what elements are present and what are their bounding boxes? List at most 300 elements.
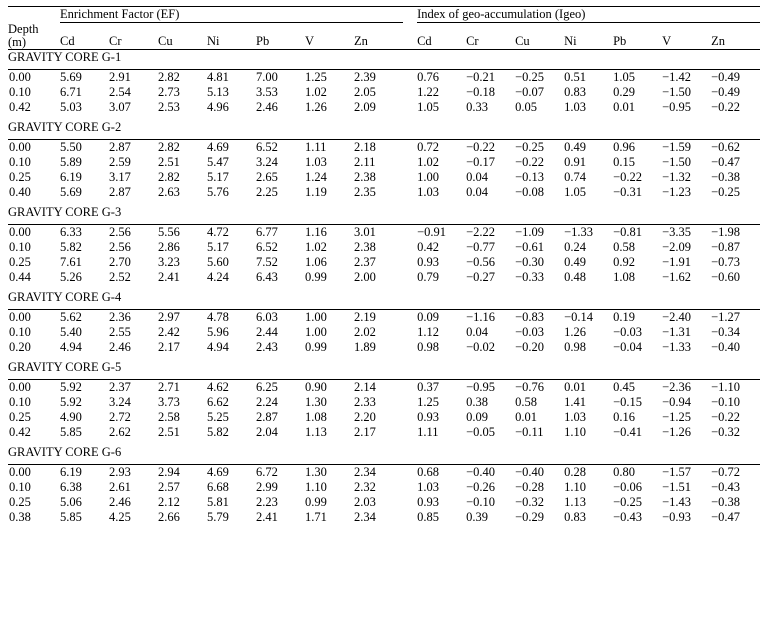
cell-depth: 0.25	[9, 409, 31, 424]
cell-ef-zn: 2.34	[354, 509, 376, 524]
group-header-row	[8, 7, 760, 23]
cell-ef-cu: 2.71	[158, 379, 180, 394]
cell-ef-v: 1.24	[305, 169, 327, 184]
cell-igeo-cu: −0.32	[515, 494, 545, 509]
cell-ef-cu: 2.17	[158, 339, 180, 354]
cell-ef-pb: 2.65	[256, 169, 278, 184]
cell-ef-cr: 2.52	[109, 269, 131, 284]
cell-gap	[403, 480, 417, 495]
cell-igeo-cr: −0.18	[466, 84, 496, 99]
table-row	[8, 480, 760, 495]
cell-igeo-v: −1.23	[662, 184, 692, 199]
cell-ef-cr: 2.37	[109, 379, 131, 394]
cell-ef-ni: 5.17	[207, 169, 229, 184]
table-row	[8, 395, 760, 410]
cell-igeo-cd: 1.05	[417, 99, 439, 114]
section-title-row	[8, 49, 760, 65]
cell-igeo-cd: 0.09	[417, 309, 439, 324]
cell-igeo-cd: 0.93	[417, 409, 439, 424]
cell-igeo-cd: 1.00	[417, 169, 439, 184]
cell-depth: 0.38	[9, 509, 31, 524]
cell-ef-zn: 2.33	[354, 394, 376, 409]
cell-igeo-zn: −0.34	[711, 324, 741, 339]
cell-ef-pb: 6.25	[256, 379, 278, 394]
cell-ef-ni: 5.81	[207, 494, 229, 509]
table-row	[8, 185, 760, 200]
cell-igeo-pb: 1.08	[613, 269, 635, 284]
cell-ef-ni: 5.13	[207, 84, 229, 99]
cell-igeo-cr: −0.02	[466, 339, 496, 354]
cell-ef-cu: 3.73	[158, 394, 180, 409]
cell-igeo-v: −1.50	[662, 84, 692, 99]
column-header-igeo-ni: Ni	[564, 23, 613, 50]
cell-igeo-zn: −0.22	[711, 409, 741, 424]
cell-ef-cd: 7.61	[60, 254, 82, 269]
cell-igeo-pb: −0.41	[613, 424, 643, 439]
table-row	[8, 464, 760, 480]
cell-ef-cd: 6.38	[60, 479, 82, 494]
cell-depth: 0.00	[9, 379, 31, 394]
cell-ef-v: 0.99	[305, 494, 327, 509]
cell-igeo-zn: −0.49	[711, 69, 741, 84]
cell-igeo-v: −1.32	[662, 169, 692, 184]
cell-ef-cr: 2.93	[109, 464, 131, 479]
cell-igeo-cr: −0.10	[466, 494, 496, 509]
cell-ef-ni: 4.24	[207, 269, 229, 284]
cell-igeo-cu: −0.30	[515, 254, 545, 269]
cell-ef-cu: 2.51	[158, 154, 180, 169]
cell-igeo-ni: 1.03	[564, 409, 586, 424]
cell-ef-pb: 2.99	[256, 479, 278, 494]
cell-ef-cd: 5.40	[60, 324, 82, 339]
cell-ef-pb: 7.00	[256, 69, 278, 84]
cell-depth: 0.25	[9, 494, 31, 509]
cell-depth: 0.10	[9, 479, 31, 494]
cell-ef-cd: 5.03	[60, 99, 82, 114]
cell-igeo-cr: −0.40	[466, 464, 496, 479]
cell-igeo-v: −0.95	[662, 99, 692, 114]
cell-igeo-pb: −0.25	[613, 494, 643, 509]
cell-ef-zn: 2.20	[354, 409, 376, 424]
column-header-ef-cr: Cr	[109, 23, 158, 50]
cell-igeo-cd: 0.68	[417, 464, 439, 479]
cell-igeo-v: −1.62	[662, 269, 692, 284]
cell-igeo-v: −0.94	[662, 394, 692, 409]
cell-ef-cr: 2.56	[109, 239, 131, 254]
cell-ef-cu: 2.94	[158, 464, 180, 479]
cell-ef-ni: 5.96	[207, 324, 229, 339]
cell-igeo-v: −2.40	[662, 309, 692, 324]
cell-depth: 0.10	[9, 239, 31, 254]
table-row	[8, 325, 760, 340]
cell-igeo-v: −1.51	[662, 479, 692, 494]
cell-ef-v: 1.26	[305, 99, 327, 114]
cell-igeo-pb: 0.45	[613, 379, 635, 394]
cell-igeo-ni: 1.05	[564, 184, 586, 199]
cell-ef-pb: 7.52	[256, 254, 278, 269]
column-header-igeo-v: V	[662, 23, 711, 50]
cell-ef-cr: 3.17	[109, 169, 131, 184]
cell-igeo-zn: −0.10	[711, 394, 741, 409]
cell-gap	[403, 395, 417, 410]
cell-ef-zn: 2.03	[354, 494, 376, 509]
cell-gap	[403, 100, 417, 115]
cell-igeo-zn: −0.43	[711, 479, 741, 494]
cell-gap	[403, 325, 417, 340]
cell-gap	[403, 170, 417, 185]
cell-depth: 0.00	[9, 309, 31, 324]
cell-ef-v: 1.02	[305, 239, 327, 254]
column-header-row	[8, 23, 760, 50]
cell-ef-cu: 2.82	[158, 139, 180, 154]
depth-header-line1: Depth	[8, 21, 39, 36]
cell-igeo-pb: 0.19	[613, 309, 635, 324]
cell-ef-zn: 1.89	[354, 339, 376, 354]
cell-ef-cd: 5.06	[60, 494, 82, 509]
cell-igeo-cu: −0.83	[515, 309, 545, 324]
cell-ef-pb: 6.03	[256, 309, 278, 324]
cell-ef-zn: 2.17	[354, 424, 376, 439]
cell-ef-pb: 6.77	[256, 224, 278, 239]
cell-ef-cu: 2.53	[158, 99, 180, 114]
cell-ef-cd: 5.89	[60, 154, 82, 169]
table-row	[8, 155, 760, 170]
cell-ef-v: 1.00	[305, 309, 327, 324]
cell-igeo-v: −1.33	[662, 339, 692, 354]
cell-igeo-cd: 0.98	[417, 339, 439, 354]
cell-ef-cr: 2.36	[109, 309, 131, 324]
cell-igeo-zn: −0.47	[711, 154, 741, 169]
cell-igeo-ni: 0.49	[564, 254, 586, 269]
cell-igeo-cr: 0.38	[466, 394, 488, 409]
cell-igeo-cr: −0.95	[466, 379, 496, 394]
cell-ef-zn: 2.00	[354, 269, 376, 284]
table-row	[8, 309, 760, 325]
cell-igeo-zn: −0.49	[711, 84, 741, 99]
table-row	[8, 139, 760, 155]
cell-igeo-v: −1.31	[662, 324, 692, 339]
cell-igeo-zn: −0.32	[711, 424, 741, 439]
cell-ef-zn: 2.18	[354, 139, 376, 154]
cell-ef-zn: 2.05	[354, 84, 376, 99]
cell-igeo-v: −0.93	[662, 509, 692, 524]
cell-igeo-pb: 0.92	[613, 254, 635, 269]
cell-ef-cr: 2.62	[109, 424, 131, 439]
cell-gap	[403, 495, 417, 510]
cell-igeo-ni: 1.10	[564, 424, 586, 439]
cell-ef-pb: 2.24	[256, 394, 278, 409]
section-title: GRAVITY CORE G-3	[8, 204, 122, 219]
cell-gap	[403, 410, 417, 425]
cell-igeo-cr: 0.39	[466, 509, 488, 524]
depth-header-line2: (m)	[8, 34, 27, 49]
cell-ef-zn: 2.09	[354, 99, 376, 114]
cell-ef-zn: 2.37	[354, 254, 376, 269]
cell-igeo-ni: 1.13	[564, 494, 586, 509]
cell-ef-zn: 2.39	[354, 69, 376, 84]
cell-igeo-ni: 0.83	[564, 84, 586, 99]
cell-igeo-cr: −2.22	[466, 224, 496, 239]
cell-igeo-pb: 0.01	[613, 99, 635, 114]
cell-ef-ni: 5.60	[207, 254, 229, 269]
cell-igeo-pb: −0.04	[613, 339, 643, 354]
column-header-ef-v: V	[305, 23, 354, 50]
cell-igeo-ni: 0.51	[564, 69, 586, 84]
cell-gap	[403, 379, 417, 395]
cell-ef-cu: 2.63	[158, 184, 180, 199]
cell-igeo-pb: −0.43	[613, 509, 643, 524]
cell-ef-pb: 2.04	[256, 424, 278, 439]
cell-igeo-ni: 0.01	[564, 379, 586, 394]
cell-igeo-pb: 0.58	[613, 239, 635, 254]
section-title: GRAVITY CORE G-2	[8, 119, 122, 134]
cell-igeo-zn: −0.38	[711, 494, 741, 509]
cell-igeo-cr: −0.17	[466, 154, 496, 169]
cell-igeo-cr: −0.27	[466, 269, 496, 284]
cell-igeo-cu: 0.01	[515, 409, 537, 424]
section-title: GRAVITY CORE G-4	[8, 289, 122, 304]
cell-gap	[403, 155, 417, 170]
cell-depth: 0.10	[9, 154, 31, 169]
cell-gap	[403, 69, 417, 85]
cell-ef-ni: 4.94	[207, 339, 229, 354]
cell-igeo-cu: −0.76	[515, 379, 545, 394]
cell-igeo-zn: −0.87	[711, 239, 741, 254]
cell-ef-cd: 4.94	[60, 339, 82, 354]
cell-ef-v: 1.19	[305, 184, 327, 199]
column-header-ef-cu: Cu	[158, 23, 207, 50]
cell-ef-ni: 5.17	[207, 239, 229, 254]
column-header-ef-zn: Zn	[354, 23, 403, 50]
cell-igeo-pb: −0.31	[613, 184, 643, 199]
cell-igeo-cr: 0.09	[466, 409, 488, 424]
cell-igeo-cr: −1.16	[466, 309, 496, 324]
cell-igeo-cd: 0.72	[417, 139, 439, 154]
cell-ef-cu: 2.73	[158, 84, 180, 99]
cell-ef-v: 0.99	[305, 269, 327, 284]
section-title-row	[8, 445, 760, 460]
cell-ef-cu: 2.57	[158, 479, 180, 494]
cell-ef-cr: 2.54	[109, 84, 131, 99]
cell-ef-pb: 6.72	[256, 464, 278, 479]
cell-ef-v: 0.90	[305, 379, 327, 394]
cell-igeo-cd: −0.91	[417, 224, 447, 239]
cell-ef-pb: 2.23	[256, 494, 278, 509]
cell-igeo-ni: −1.33	[564, 224, 594, 239]
cell-depth: 0.10	[9, 324, 31, 339]
cell-depth: 0.40	[9, 184, 31, 199]
cell-igeo-cd: 0.85	[417, 509, 439, 524]
column-header-igeo-cd: Cd	[417, 23, 466, 50]
cell-gap	[403, 464, 417, 480]
cell-igeo-v: −2.09	[662, 239, 692, 254]
cell-depth: 0.00	[9, 464, 31, 479]
cell-ef-ni: 5.82	[207, 424, 229, 439]
cell-igeo-cd: 0.93	[417, 254, 439, 269]
cell-gap	[403, 425, 417, 440]
cell-ef-cd: 5.85	[60, 424, 82, 439]
cell-gap	[403, 510, 417, 525]
cell-igeo-cd: 0.42	[417, 239, 439, 254]
table-row	[8, 85, 760, 100]
cell-igeo-cd: 1.03	[417, 479, 439, 494]
cell-ef-v: 1.30	[305, 464, 327, 479]
cell-igeo-cr: 0.04	[466, 324, 488, 339]
table-row	[8, 69, 760, 85]
cell-ef-cr: 4.25	[109, 509, 131, 524]
cell-ef-zn: 2.14	[354, 379, 376, 394]
cell-ef-v: 1.03	[305, 154, 327, 169]
cell-igeo-cd: 0.76	[417, 69, 439, 84]
cell-igeo-zn: −1.27	[711, 309, 741, 324]
cell-ef-v: 1.00	[305, 324, 327, 339]
cell-ef-cu: 2.82	[158, 69, 180, 84]
cell-igeo-v: −1.91	[662, 254, 692, 269]
table-row	[8, 510, 760, 525]
cell-gap	[403, 85, 417, 100]
cell-igeo-zn: −0.25	[711, 184, 741, 199]
cell-ef-v: 1.16	[305, 224, 327, 239]
cell-gap	[403, 240, 417, 255]
cell-ef-ni: 4.78	[207, 309, 229, 324]
cell-ef-cr: 2.46	[109, 494, 131, 509]
cell-ef-ni: 4.62	[207, 379, 229, 394]
cell-igeo-pb: 0.80	[613, 464, 635, 479]
cell-ef-cd: 5.69	[60, 184, 82, 199]
cell-igeo-ni: 0.74	[564, 169, 586, 184]
cell-ef-pb: 2.41	[256, 509, 278, 524]
cell-igeo-ni: 0.24	[564, 239, 586, 254]
column-header-ef-ni: Ni	[207, 23, 256, 50]
cell-ef-zn: 2.38	[354, 169, 376, 184]
table-body	[8, 7, 760, 525]
cell-igeo-cu: 0.05	[515, 99, 537, 114]
cell-igeo-pb: −0.81	[613, 224, 643, 239]
cell-ef-ni: 4.96	[207, 99, 229, 114]
column-header-igeo-cu: Cu	[515, 23, 564, 50]
cell-ef-cr: 2.87	[109, 139, 131, 154]
cell-depth: 0.25	[9, 254, 31, 269]
table-row	[8, 379, 760, 395]
cell-igeo-cd: 1.22	[417, 84, 439, 99]
cell-igeo-pb: 1.05	[613, 69, 635, 84]
cell-ef-cu: 2.41	[158, 269, 180, 284]
table-row	[8, 410, 760, 425]
cell-igeo-cd: 0.93	[417, 494, 439, 509]
cell-ef-zn: 2.35	[354, 184, 376, 199]
cell-igeo-cd: 1.03	[417, 184, 439, 199]
cell-igeo-zn: −0.72	[711, 464, 741, 479]
cell-ef-v: 1.06	[305, 254, 327, 269]
column-header-igeo-zn: Zn	[711, 23, 760, 50]
cell-depth: 0.00	[9, 69, 31, 84]
cell-ef-cu: 2.66	[158, 509, 180, 524]
table-row	[8, 255, 760, 270]
cell-ef-cu: 2.86	[158, 239, 180, 254]
cell-igeo-ni: 0.49	[564, 139, 586, 154]
cell-gap	[403, 185, 417, 200]
cell-ef-ni: 4.72	[207, 224, 229, 239]
cell-igeo-cu: −0.03	[515, 324, 545, 339]
cell-ef-pb: 2.43	[256, 339, 278, 354]
cell-igeo-cd: 0.37	[417, 379, 439, 394]
cell-igeo-ni: 0.48	[564, 269, 586, 284]
cell-ef-v: 1.13	[305, 424, 327, 439]
cell-ef-v: 1.08	[305, 409, 327, 424]
group-header-spacer	[8, 7, 60, 23]
section-title-row	[8, 360, 760, 375]
cell-ef-cd: 6.19	[60, 464, 82, 479]
cell-gap	[403, 309, 417, 325]
column-header-gap	[403, 23, 417, 50]
cell-ef-cu: 5.56	[158, 224, 180, 239]
cell-ef-pb: 6.43	[256, 269, 278, 284]
cell-depth: 0.44	[9, 269, 31, 284]
cell-ef-cu: 2.58	[158, 409, 180, 424]
cell-igeo-cr: −0.05	[466, 424, 496, 439]
cell-igeo-cd: 1.25	[417, 394, 439, 409]
cell-igeo-pb: −0.03	[613, 324, 643, 339]
cell-depth: 0.00	[9, 139, 31, 154]
cell-ef-cr: 2.59	[109, 154, 131, 169]
cell-igeo-v: −3.35	[662, 224, 692, 239]
cell-ef-cd: 6.33	[60, 224, 82, 239]
cell-igeo-cd: 1.11	[417, 424, 439, 439]
cell-igeo-pb: −0.06	[613, 479, 643, 494]
cell-igeo-ni: 0.91	[564, 154, 586, 169]
cell-ef-v: 1.30	[305, 394, 327, 409]
cell-igeo-pb: 0.29	[613, 84, 635, 99]
cell-ef-cr: 2.61	[109, 479, 131, 494]
cell-ef-zn: 2.11	[354, 154, 376, 169]
cell-ef-cd: 5.92	[60, 379, 82, 394]
cell-ef-cr: 2.70	[109, 254, 131, 269]
cell-igeo-ni: 0.83	[564, 509, 586, 524]
cell-igeo-ni: 1.41	[564, 394, 586, 409]
cell-ef-cd: 5.69	[60, 69, 82, 84]
cell-ef-v: 0.99	[305, 339, 327, 354]
cell-igeo-cr: 0.04	[466, 169, 488, 184]
cell-ef-cu: 2.82	[158, 169, 180, 184]
cell-ef-pb: 3.53	[256, 84, 278, 99]
cell-igeo-cr: −0.22	[466, 139, 496, 154]
group-header-ef: Enrichment Factor (EF)	[60, 7, 403, 23]
table-row	[8, 100, 760, 115]
cell-ef-zn: 2.34	[354, 464, 376, 479]
cell-igeo-zn: −0.22	[711, 99, 741, 114]
group-header-igeo: Index of geo-accumulation (Igeo)	[417, 7, 760, 23]
cell-ef-ni: 6.62	[207, 394, 229, 409]
cell-igeo-cu: −0.25	[515, 139, 545, 154]
section-title: GRAVITY CORE G-6	[8, 444, 122, 459]
cell-igeo-v: −1.42	[662, 69, 692, 84]
cell-igeo-zn: −1.98	[711, 224, 741, 239]
cell-igeo-cu: −1.09	[515, 224, 545, 239]
cell-ef-cd: 5.26	[60, 269, 82, 284]
cell-igeo-ni: 0.98	[564, 339, 586, 354]
cell-gap	[403, 139, 417, 155]
table-row	[8, 240, 760, 255]
cell-ef-ni: 5.25	[207, 409, 229, 424]
cell-igeo-cu: −0.61	[515, 239, 545, 254]
cell-igeo-cr: 0.04	[466, 184, 488, 199]
cell-igeo-cu: −0.22	[515, 154, 545, 169]
cell-igeo-pb: 0.96	[613, 139, 635, 154]
cell-igeo-v: −1.57	[662, 464, 692, 479]
cell-ef-cu: 2.12	[158, 494, 180, 509]
cell-ef-pb: 2.46	[256, 99, 278, 114]
cell-ef-cr: 2.91	[109, 69, 131, 84]
